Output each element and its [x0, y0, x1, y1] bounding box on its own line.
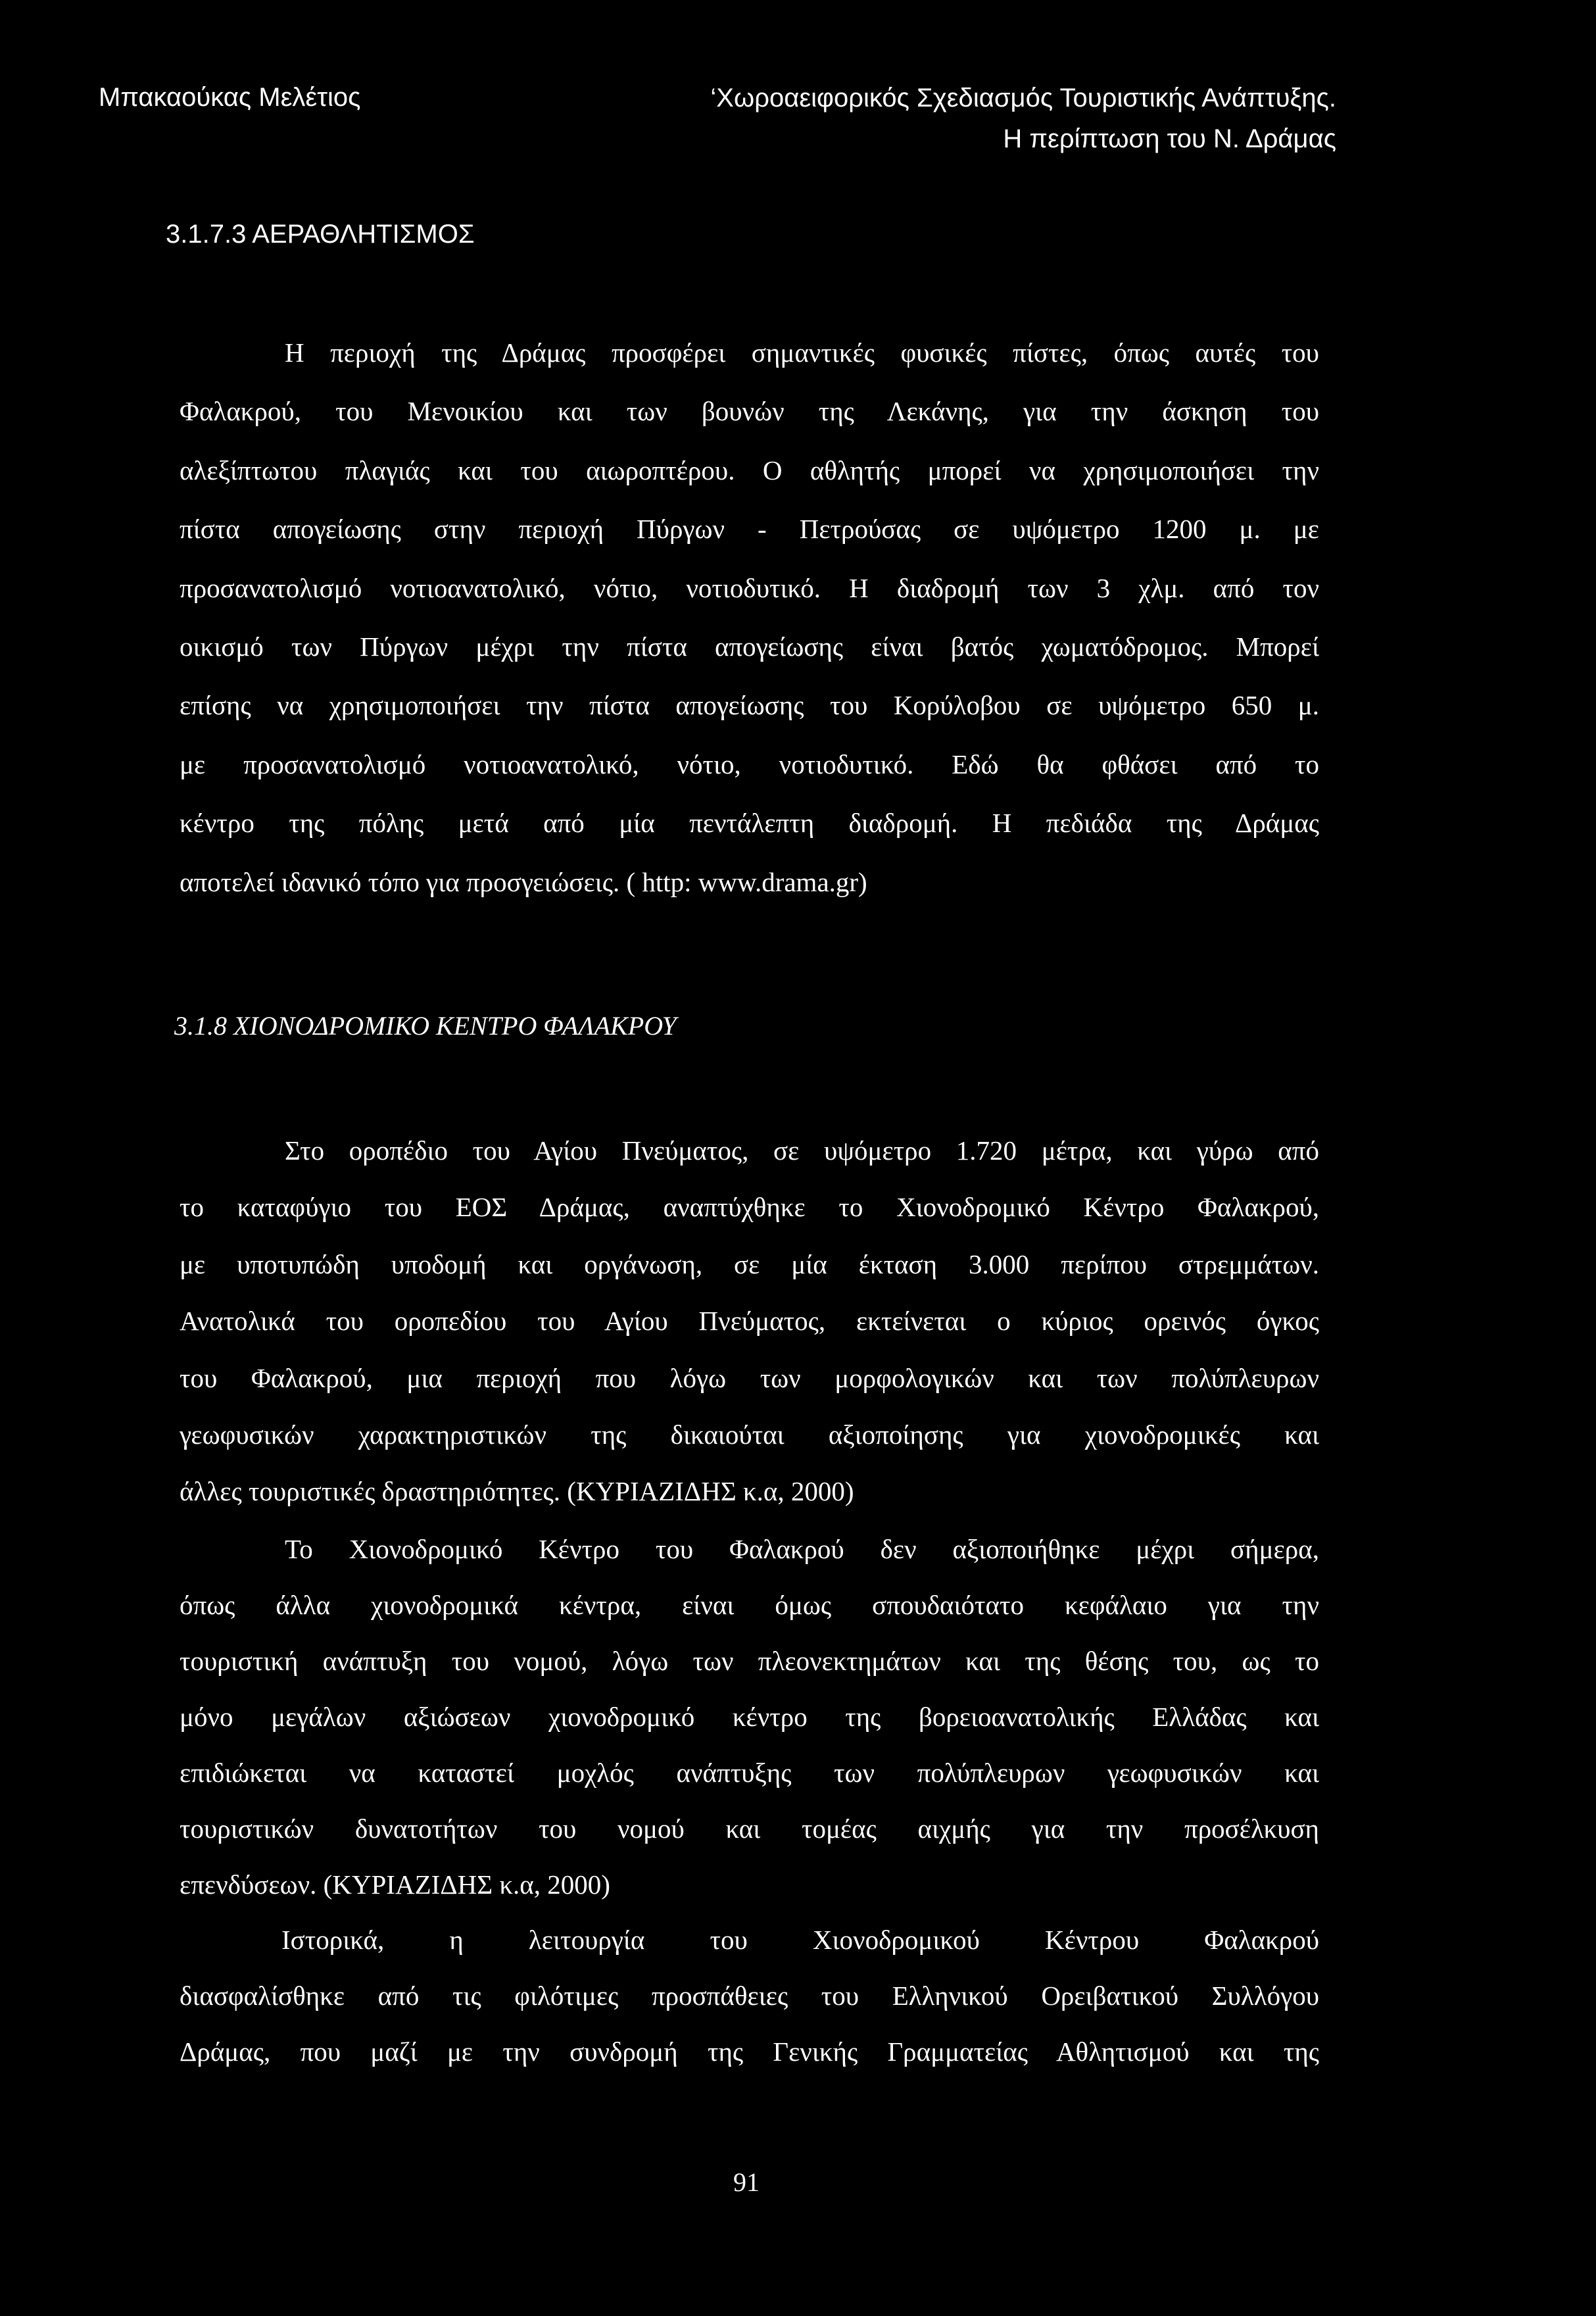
text-line: Δράμας, που μαζί με την συνδρομή της Γενικής Γραμματείας Αθλητισμού και της — [180, 2036, 1319, 2067]
header-title-line-1: ‘Χωροαειφορικός Σχεδιασμός Τουριστικής Ανάπτυξης. — [710, 84, 1336, 112]
text-line: αλεξίπτωτου πλαγιάς και του αιωροπτέρου. Ο αθλητής μπορεί να χρησιμοποιήσει την — [180, 455, 1319, 485]
paragraph-ski-center-2 — [180, 1521, 1319, 1913]
text-line: όπως άλλα χιονοδρομικά κέντρα, είναι όμως σπουδαιότατο κεφάλαιο για την — [180, 1590, 1319, 1620]
text-line: μόνο μεγάλων αξιώσεων χιονοδρομικό κέντρο της βορειοανατολικής Ελλάδας και — [180, 1702, 1319, 1732]
text-line: Ανατολικά του οροπεδίου του Αγίου Πνεύματος, εκτείνεται ο κύριος ορεινός όγκος — [180, 1306, 1319, 1337]
text-line: πίστα απογείωσης στην περιοχή Πύργων - Πετρούσας σε υψόμετρο 1200 μ. με — [180, 514, 1319, 545]
text-line: γεωφυσικών χαρακτηριστικών της δικαιούται αξιοποίησης για χιονοδρομικές και — [180, 1419, 1319, 1450]
text-line: το καταφύγιο του ΕΟΣ Δράμας, αναπτύχθηκε το Χιονοδρομικό Κέντρο Φαλακρού, — [180, 1192, 1319, 1223]
paragraph-ski-center-1 — [180, 1122, 1319, 1520]
text-line: προσανατολισμό νοτιοανατολικό, νότιο, νοτιοδυτικό. Η διαδρομή των 3 χλμ. από τον — [180, 572, 1319, 603]
header-title-line-2: Η περίπτωση του Ν. Δράμας — [1003, 124, 1336, 153]
text-line: τουριστική ανάπτυξη του νομού, λόγω των πλεονεκτημάτων και της θέσης του, ως το — [180, 1646, 1319, 1676]
text-line: οικισμό των Πύργων μέχρι την πίστα απογείωσης είναι βατός χωματόδρομος. Μπορεί — [180, 631, 1319, 662]
text-line: διασφαλίσθηκε από τις φιλότιμες προσπάθειες του Ελληνικού Ορειβατικού Συλλόγου — [180, 1981, 1319, 2011]
paragraph-aerathlitismos — [180, 324, 1319, 912]
text-line: επίσης να χρησιμοποιήσει την πίστα απογείωσης του Κορύλοβου σε υψόμετρο 650 μ. — [180, 690, 1319, 721]
text-line: επενδύσεων. (ΚΥΡΙΑΖΙΔΗΣ κ.α, 2000) — [180, 1869, 610, 1900]
section-heading-aerathlitismos: 3.1.7.3 ΑΕΡΑΘΛΗΤΙΣΜΟΣ — [166, 220, 475, 249]
text-line: Στο οροπέδιο του Αγίου Πνεύματος, σε υψόμετρο 1.720 μέτρα, και γύρω από — [285, 1135, 1319, 1166]
text-line: Φαλακρού, του Μενοικίου και των βουνών της Λεκάνης, για την άσκηση του — [180, 396, 1319, 427]
header-author: Μπακαούκας Μελέτιος — [99, 83, 361, 112]
text-line: κέντρο της πόλης μετά από μία πεντάλεπτη διαδρομή. Η πεδιάδα της Δράμας — [180, 808, 1319, 839]
text-line: Η περιοχή της Δράμας προσφέρει σημαντικές φυσικές πίστες, όπως αυτές του — [285, 337, 1319, 368]
text-line: άλλες τουριστικές δραστηριότητες. (ΚΥΡΙΑΖΙΔΗΣ κ.α, 2000) — [180, 1476, 854, 1507]
text-line: αποτελεί ιδανικό τόπο για προσγειώσεις. ( http: www.drama.gr) — [180, 866, 867, 897]
page-number: 91 — [733, 2167, 760, 2197]
section-heading-ski-center: 3.1.8 ΧΙΟΝΟΔΡΟΜΙΚΟ ΚΕΝΤΡΟ ΦΑΛΑΚΡΟΥ — [174, 1011, 677, 1041]
text-line: με προσανατολισμό νοτιοανατολικό, νότιο, νοτιοδυτικό. Εδώ θα φθάσει από το — [180, 749, 1319, 779]
text-line: Ιστορικά, η λειτουργία του Χιονοδρομικού Κέντρου Φαλακρού — [281, 1925, 1319, 1955]
header-title — [710, 78, 1336, 159]
text-line: του Φαλακρού, μια περιοχή που λόγω των μορφολογικών και των πολύπλευρων — [180, 1362, 1319, 1393]
paragraph-ski-center-3 — [180, 1912, 1319, 2080]
text-line: τουριστικών δυνατοτήτων του νομού και τομέας αιχμής για την προσέλκυση — [180, 1813, 1319, 1844]
text-line: Το Χιονοδρομικό Κέντρο του Φαλακρού δεν αξιοποιήθηκε μέχρι σήμερα, — [285, 1534, 1319, 1564]
text-line: με υποτυπώδη υποδομή και οργάνωση, σε μία έκταση 3.000 περίπου στρεμμάτων. — [180, 1248, 1319, 1279]
text-line: επιδιώκεται να καταστεί μοχλός ανάπτυξης των πολύπλευρων γεωφυσικών και — [180, 1758, 1319, 1788]
